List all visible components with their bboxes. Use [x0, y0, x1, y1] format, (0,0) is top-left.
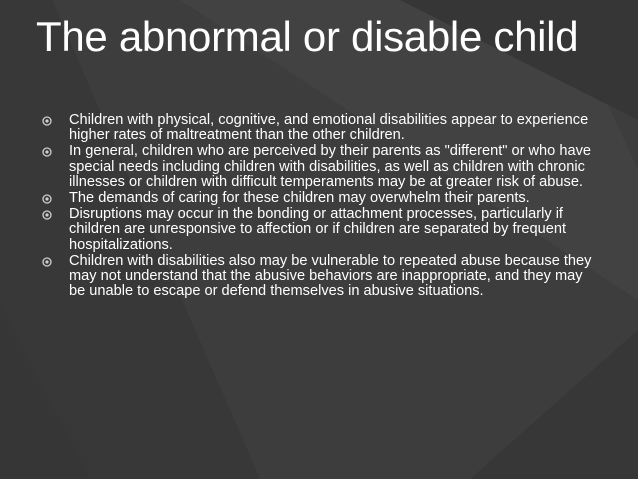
circle-dot-icon [42, 210, 52, 220]
bullet-text: Children with physical, cognitive, and emotional disabilities appear to experience higher rates of maltreatment than the other children. [69, 112, 589, 144]
bullet-text: The demands of caring for these children may overwhelm their parents. [69, 190, 530, 207]
bullet-text: In general, children who are perceived by their parents as "different" or who have special needs including children with disabilities, as well as children with chronic illnesses or children with difficult temperaments may be at greater risk of abuse. [69, 143, 591, 191]
bullet-list [40, 113, 600, 300]
bullet-item [40, 207, 600, 253]
bullet-text: Children with disabilities also may be vulnerable to repeated abuse because they may not understand that the abusive behaviors are inappropriate, and they may be unable to escape or defend themselves in abusive situations. [69, 252, 592, 300]
circle-dot-icon [42, 116, 52, 126]
bullet-item [40, 113, 600, 144]
circle-dot-icon [42, 147, 52, 157]
slide-title: The abnormal or disable child [36, 13, 579, 60]
bullet-item [40, 254, 600, 300]
bullet-item [40, 144, 600, 190]
bullet-text: Disruptions may occur in the bonding or attachment processes, particularly if children are unresponsive to affection or if children are separated by frequent hospitalizations. [69, 205, 567, 253]
circle-dot-icon [42, 194, 52, 204]
circle-dot-icon [42, 257, 52, 267]
bullet-item [40, 191, 600, 206]
